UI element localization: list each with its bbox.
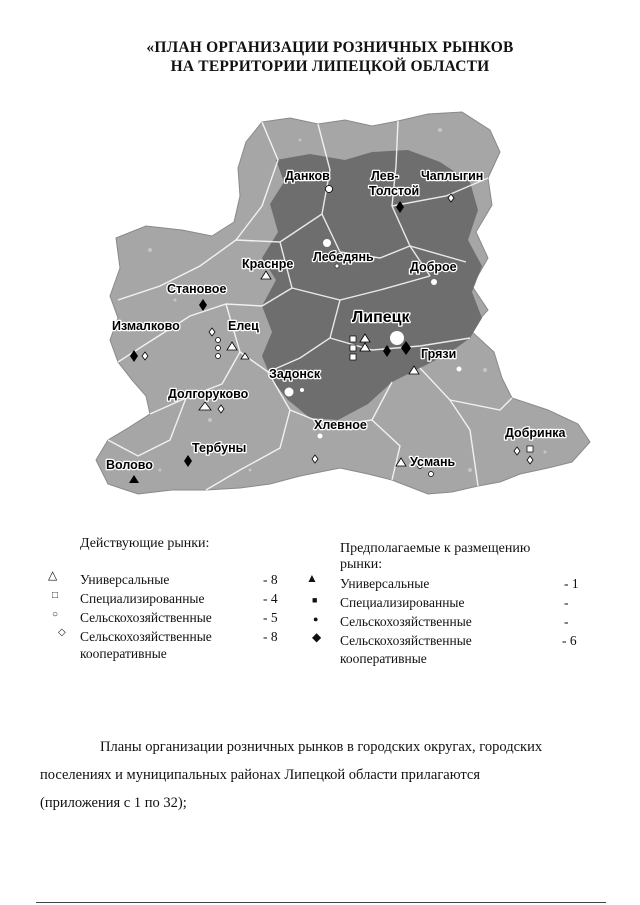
city-label-zadonsk: Задонск [269,367,321,381]
city-label-terbuny: Тербуны [192,441,247,455]
city-label-dankov: Данков [285,169,330,183]
legend-existing-universal-count: - 8 [263,572,278,587]
legend-existing-coop-line2: кооперативные [80,646,167,661]
legend-existing-specialized-count: - 4 [263,591,278,606]
city-label-izmalkovo: Измалково [112,319,180,333]
circle-filled-icon: ● [313,614,319,624]
legend-existing-agricultural-count: - 5 [263,610,278,625]
city-label-khlevnoe: Хлевное [314,418,367,432]
legend-existing-coop-count: - 8 [263,629,278,644]
paragraph-line1: Планы организации розничных рынков в городских округах, городских [100,739,543,755]
legend-planned-coop-line2: кооперативные [340,651,427,666]
legend-planned-specialized: Специализированные [340,595,465,610]
legend-planned-specialized-count: - [564,595,569,610]
circle-outline-icon [285,388,294,397]
city-label-dolgorukovo: Долгоруково [168,387,249,401]
legend-planned-coop-count: - 6 [562,633,577,648]
triangle-filled-icon: ▲ [306,571,318,585]
city-label-lebedyan: Лебедянь [313,250,374,264]
city-label-lipetsk: Липецк [352,309,410,326]
legend-planned-agricultural-count: - [564,614,569,629]
city-label-tolstoy: Толстой [369,184,420,198]
paragraph-line2: поселениях и муниципальных районах Липецкой области прилагаются [40,767,480,783]
circle-outline-icon [326,186,333,193]
legend-existing-heading: Действующие рынки: [80,536,210,551]
map-title-line2: НА ТЕРРИТОРИИ ЛИПЕЦКОЙ ОБЛАСТИ [170,58,490,75]
legend-planned-universal-count: - 1 [564,576,579,591]
diamond-outline-icon: ◇ [58,627,66,638]
city-label-gryazi: Грязи [421,347,457,361]
legend-planned-heading: Предполагаемые к размещению [340,541,531,556]
bottom-rule [36,902,606,903]
city-label-dobroe: Доброе [410,260,457,274]
legend-existing-agricultural: Сельскохозяйственные [80,610,212,625]
paragraph-line3: (приложения с 1 по 32); [40,795,187,811]
legend-planned-agricultural: Сельскохозяйственные [340,614,472,629]
city-label-dobrinka: Добринка [505,426,566,440]
triangle-outline-icon: △ [48,568,58,582]
city-label-elets: Елец [228,319,259,333]
city-label-stanovoe: Становое [167,282,227,296]
legend-existing-coop: Сельскохозяйственные [80,629,212,644]
legend-planned-coop: Сельскохозяйственные [340,633,472,648]
legend-existing-universal: Универсальные [80,572,170,587]
circle-outline-icon [335,264,339,268]
map-title-line1: «ПЛАН ОРГАНИЗАЦИИ РОЗНИЧНЫХ РЫНКОВ [146,39,514,56]
circle-outline-icon [323,239,331,247]
legend-planned-heading-line2: рынки: [340,557,383,572]
diamond-filled-icon: ◆ [312,630,322,644]
circle-outline-icon: ○ [52,609,59,620]
legend-planned-universal: Универсальные [340,576,430,591]
square-filled-icon: ■ [312,595,318,605]
city-label-volovo: Волово [106,458,153,472]
city-label-krasnoe: Краснре [242,257,294,271]
circle-outline-icon [431,279,437,285]
square-outline-icon: □ [52,590,59,601]
city-label-chaplygin: Чаплыгин [421,169,484,183]
city-label-usman: Усмань [410,455,456,469]
legend-existing-specialized: Специализированные [80,591,205,606]
city-label-lev: Лев- [371,169,399,183]
